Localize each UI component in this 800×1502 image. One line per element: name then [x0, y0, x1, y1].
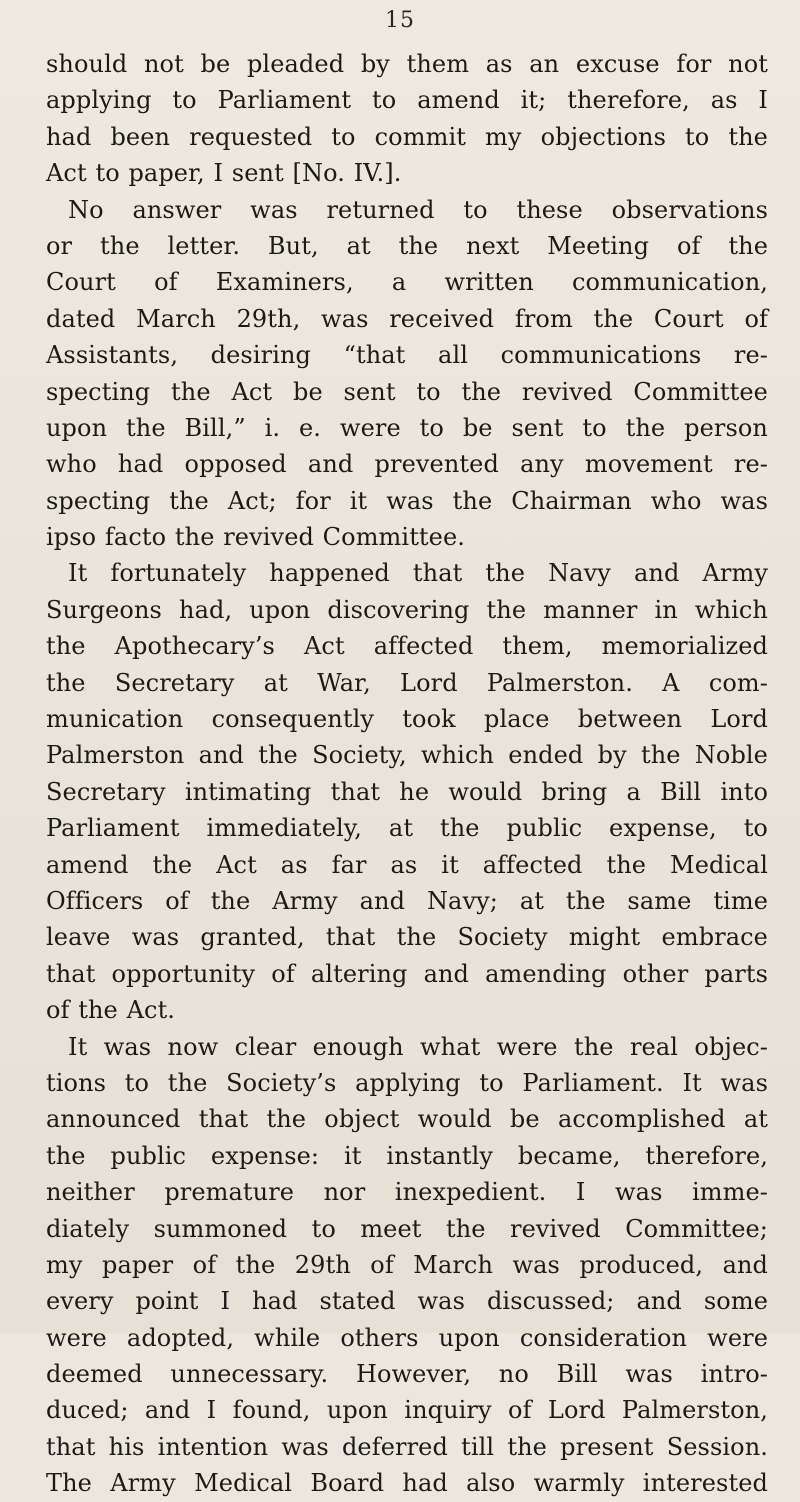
- text-line: It fortunately happened that the Navy and Army: [68, 559, 768, 588]
- text-line: Parliament immediately, at the public expense, to: [46, 814, 768, 843]
- text-line: leave was granted, that the Society might embrace: [46, 923, 768, 952]
- text-line: that opportunity of altering and amending other parts: [46, 959, 768, 988]
- text-line: should not be pleaded by them as an excuse for not: [46, 50, 768, 78]
- text-line: Surgeons had, upon discovering the manner in which: [46, 595, 768, 624]
- text-line: tions to the Society’s applying to Parliament. It was: [46, 1068, 768, 1097]
- text-line: Assistants, desiring “that all communications re-: [46, 341, 768, 370]
- text-line: were adopted, while others upon consideration were: [46, 1323, 768, 1352]
- text-line: The Army Medical Board had also warmly interested: [46, 1469, 768, 1498]
- text-line: Officers of the Army and Navy; at the same time: [46, 886, 768, 915]
- text-line: Act to paper, I sent [No. IV.].: [46, 159, 402, 188]
- text-line: deemed unnecessary. However, no Bill was intro-: [46, 1360, 768, 1389]
- text-line: Palmerston and the Society, which ended by the Noble: [46, 741, 768, 770]
- page-body-text: [46, 46, 768, 1502]
- text-line: munication consequently took place between Lord: [46, 705, 768, 734]
- text-line: or the letter. But, at the next Meeting of the: [46, 231, 768, 260]
- page-number: 15: [385, 8, 415, 33]
- text-line: of the Act.: [46, 996, 176, 1025]
- text-line: amend the Act as far as it affected the Medical: [46, 850, 768, 879]
- text-line: the public expense: it instantly became, therefore,: [46, 1141, 768, 1170]
- text-line: had been requested to commit my objections to the: [46, 122, 768, 151]
- text-line: who had opposed and prevented any movement re-: [46, 450, 768, 479]
- text-line: my paper of the 29th of March was produced, and: [46, 1250, 768, 1279]
- text-line: every point I had stated was discussed; and some: [46, 1287, 768, 1316]
- text-line: dated March 29th, was received from the Court of: [46, 304, 768, 333]
- text-line: the Apothecary’s Act affected them, memorialized: [46, 632, 768, 661]
- text-line: upon the Bill,” i. e. were to be sent to the person: [46, 413, 768, 442]
- text-line: the Secretary at War, Lord Palmerston. A com-: [46, 668, 768, 697]
- text-line: ipso facto the revived Committee.: [46, 523, 466, 552]
- text-line: specting the Act be sent to the revived Committee: [46, 377, 768, 406]
- text-line: specting the Act; for it was the Chairman who was: [46, 486, 768, 515]
- text-line: duced; and I found, upon inquiry of Lord Palmerston,: [46, 1396, 768, 1425]
- text-line: announced that the object would be accomplished at: [46, 1105, 768, 1134]
- text-line: It was now clear enough what were the real objec-: [68, 1032, 768, 1061]
- text-line: No answer was returned to these observations: [68, 195, 768, 224]
- text-line: that his intention was deferred till the present Session.: [46, 1432, 768, 1461]
- text-line: applying to Parliament to amend it; therefore, as I: [46, 86, 768, 115]
- text-line: Court of Examiners, a written communication,: [46, 268, 768, 297]
- text-line: Secretary intimating that he would bring a Bill into: [46, 777, 768, 806]
- text-line: neither premature nor inexpedient. I was imme-: [46, 1178, 768, 1207]
- text-line: diately summoned to meet the revived Committee;: [46, 1214, 768, 1243]
